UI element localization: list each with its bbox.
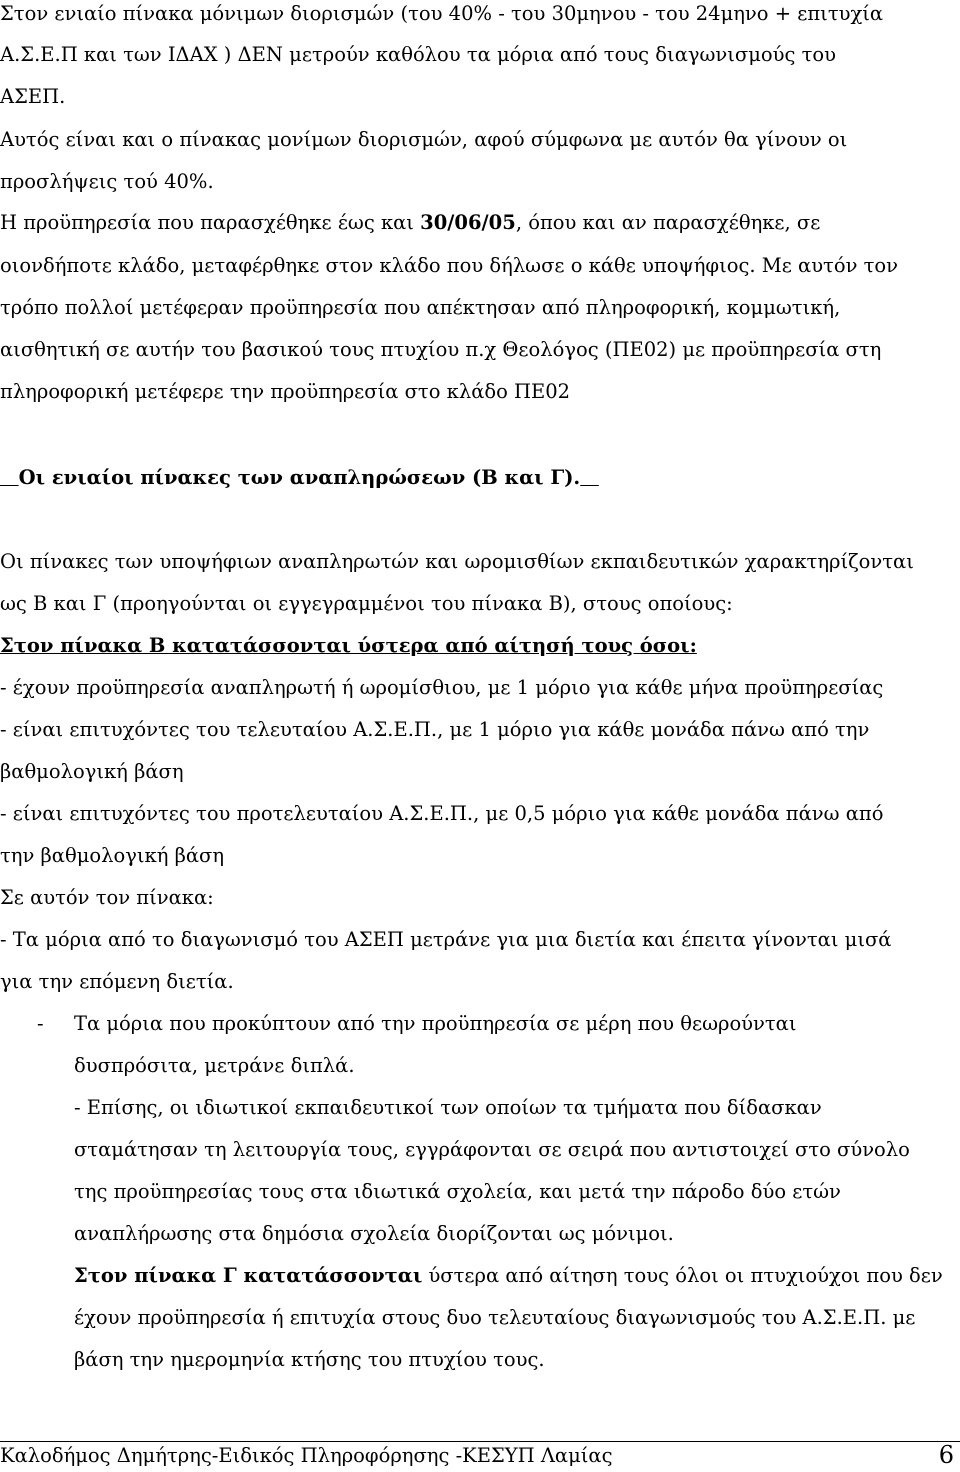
heading-tail — [580, 466, 599, 489]
heading-lead — [0, 466, 19, 489]
text-line: Αυτός είναι και ο πίνακας μονίμων διορισμών, αφού σύμφωνα με αυτόν θα γίνουν οι — [0, 128, 848, 151]
text-line: οιονδήποτε κλάδο, μεταφέρθηκε στον κλάδο που δήλωσε ο κάθε υποψήφιος. Με αυτόν τον — [0, 254, 899, 277]
text-line: Α.Σ.Ε.Π και των ΙΔΑΧ ) ΔΕΝ μετρούν καθόλου τα μόρια από τους διαγωνισμούς του — [0, 43, 836, 66]
text-line: ως Β και Γ (προηγούνται οι εγγεγραμμένοι του πίνακα Β), στους οποίους: — [0, 592, 733, 615]
list-item — [0, 1010, 960, 1038]
text-line — [0, 209, 820, 237]
text-line: δυσπρόσιτα, μετράνε διπλά. — [74, 1054, 355, 1077]
subheading-table-c: Στον πίνακα Γ κατατάσσονται — [74, 1264, 423, 1287]
page-number: 6 — [938, 1441, 954, 1469]
subheading-table-b: Στον πίνακα Β κατατάσσονται ύστερα από αίτησή τους όσοι: — [0, 634, 697, 657]
text-line: αναπλήρωσης στα δημόσια σχολεία διορίζονται ως μόνιμοι. — [74, 1222, 674, 1245]
text-line: της προϋπηρεσίας τους στα ιδιωτικά σχολεία, και μετά την πάροδο δύο ετών — [74, 1180, 841, 1203]
text-line: Σε αυτόν τον πίνακα: — [0, 886, 214, 909]
text-line: - είναι επιτυχόντες του τελευταίου Α.Σ.Ε.Π., με 1 μόριο για κάθε μονάδα πάνω από την — [0, 718, 870, 741]
footer-author: Καλοδήμος Δημήτρης-Ειδικός Πληροφόρησης -ΚΕΣΥΠ Λαμίας — [0, 1444, 613, 1467]
text-line: Οι πίνακες των υποψήφιων αναπληρωτών και ωρομισθίων εκπαιδευτικών χαρακτηρίζονται — [0, 550, 914, 573]
list-dash: - — [37, 1012, 44, 1035]
text-line — [74, 1262, 943, 1290]
text-line: την βαθμολογική βάση — [0, 844, 225, 867]
text-line: προσλήψεις τού 40%. — [0, 170, 214, 193]
text-line: - Επίσης, οι ιδιωτικοί εκπαιδευτικοί των οποίων τα τμήματα που δίδασκαν — [74, 1096, 822, 1119]
text-line: - Τα μόρια από το διαγωνισμό του ΑΣΕΠ μετράνε για μια διετία και έπειτα γίνονται μισά — [0, 928, 892, 951]
text-line: αισθητική σε αυτήν του βασικού τους πτυχίου π.χ Θεολόγος (ΠΕ02) με προϋπηρεσία στη — [0, 338, 882, 361]
heading-text: Οι ενιαίοι πίνακες των αναπληρώσεων (Β και Γ). — [18, 466, 581, 489]
date-bold: 30/06/05 — [420, 211, 516, 234]
text-span: ύστερα από αίτηση τους όλοι οι πτυχιούχοι που δεν — [422, 1264, 943, 1287]
text-line: - είναι επιτυχόντες του προτελευταίου Α.Σ.Ε.Π., με 0,5 μόριο για κάθε μονάδα πάνω από — [0, 802, 884, 825]
text-line: Στον ενιαίο πίνακα μόνιμων διορισμών (του 40% - του 30μηνου - του 24μηνο + επιτυχία — [0, 2, 884, 25]
text-line: τρόπο πολλοί μετέφεραν προϋπηρεσία που απέκτησαν από πληροφορική, κομμωτική, — [0, 296, 841, 319]
text-line: βαθμολογική βάση — [0, 760, 184, 783]
section-heading — [0, 464, 599, 492]
text-line: - έχουν προϋπηρεσία αναπληρωτή ή ωρομίσθιου, με 1 μόριο για κάθε μήνα προϋπηρεσίας — [0, 676, 884, 699]
text-line: έχουν προϋπηρεσία ή επιτυχία στους δυο τελευταίους διαγωνισμούς του Α.Σ.Ε.Π. με — [74, 1306, 916, 1329]
text-span: , όπου και αν παρασχέθηκε, σε — [515, 211, 821, 234]
text-line: ΑΣΕΠ. — [0, 85, 66, 108]
text-line: για την επόμενη διετία. — [0, 970, 234, 993]
text-span: Τα μόρια που προκύπτουν από την προϋπηρεσία σε μέρη που θεωρούνται — [74, 1012, 797, 1035]
text-span: Η προϋπηρεσία που παρασχέθηκε έως και — [0, 211, 421, 234]
text-line: βάση την ημερομηνία κτήσης του πτυχίου τους. — [74, 1348, 545, 1371]
text-line: σταμάτησαν τη λειτουργία τους, εγγράφονται σε σειρά που αντιστοιχεί στο σύνολο — [74, 1138, 910, 1161]
page-footer — [0, 1441, 960, 1472]
text-line: πληροφορική μετέφερε την προϋπηρεσία στο κλάδο ΠΕ02 — [0, 380, 571, 403]
